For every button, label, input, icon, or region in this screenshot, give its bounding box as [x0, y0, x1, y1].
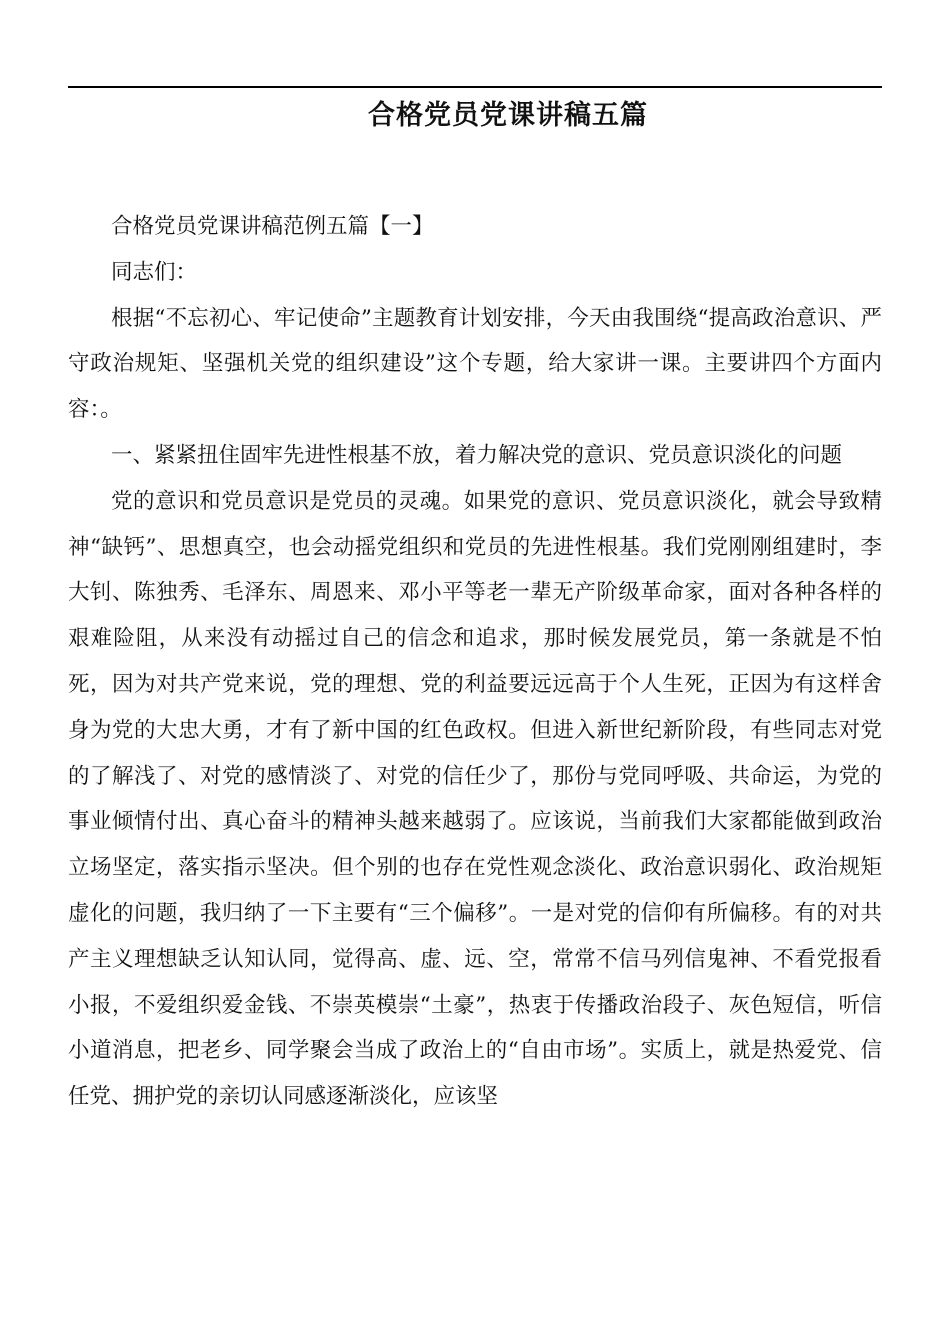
point-one-heading: 一、紧紧扭住固牢先进性根基不放，着力解决党的意识、党员意识淡化的问题 [111, 442, 843, 468]
salutation: 同志们： [111, 259, 198, 285]
section-heading: 合格党员党课讲稿范例五篇【一】 [111, 214, 434, 239]
document-title: 合格党员党课讲稿五篇 [368, 100, 648, 131]
document-body [68, 204, 882, 1120]
body-paragraph: 党的意识和党员意识是党员的灵魂。如果党的意识、党员意识淡化，就会导致精神“缺钙”、思想真空，也会动摇党组织和党员的先进性根基。我们党刚刚组建时，李大钊、陈独秀、毛泽东、周恩来、邓小平等老一辈无产阶级革命家，面对各种各样的艰难险阻，从来没有动摇过自己的信念和追求，那时候发展党员，第一条就是不怕死，因为对共产党来说，党的理想、党的利益要远远高于个人生死，正因为有这样舍身为党的大忠大勇，才有了新中国的红色政权。但进入新世纪新阶段，有些同志对党的了解浅了、对党的感情淡了、对党的信任少了，那份与党同呼吸、共命运，为党的事业倾情付出、真心奋斗的精神头越来越弱了。应该说，当前我们大家都能做到政治立场坚定，落实指示坚决。但个别的也存在党性观念淡化、政治意识弱化、政治规矩虚化的问题，我归纳了一下主要有“三个偏移”。一是对党的信仰有所偏移。有的对共产主义理想缺乏认知认同，觉得高、虚、远、空，常常不信马列信鬼神、不看党报看小报，不爱组织爱金钱、不崇英模崇“土豪”，热衷于传播政治段子、灰色短信，听信小道消息，把老乡、同学聚会当成了政治上的“自由市场”。实质上，就是热爱党、信任党、拥护党的亲切认同感逐渐淡化，应该坚 [68, 488, 882, 1110]
header-rule [68, 86, 882, 88]
intro-paragraph: 根据“不忘初心、牢记使命”主题教育计划安排，今天由我围绕“提高政治意识、严守政治规矩、坚强机关党的组织建设”这个专题，给大家讲一课。主要讲四个方面内容：。 [68, 305, 882, 423]
